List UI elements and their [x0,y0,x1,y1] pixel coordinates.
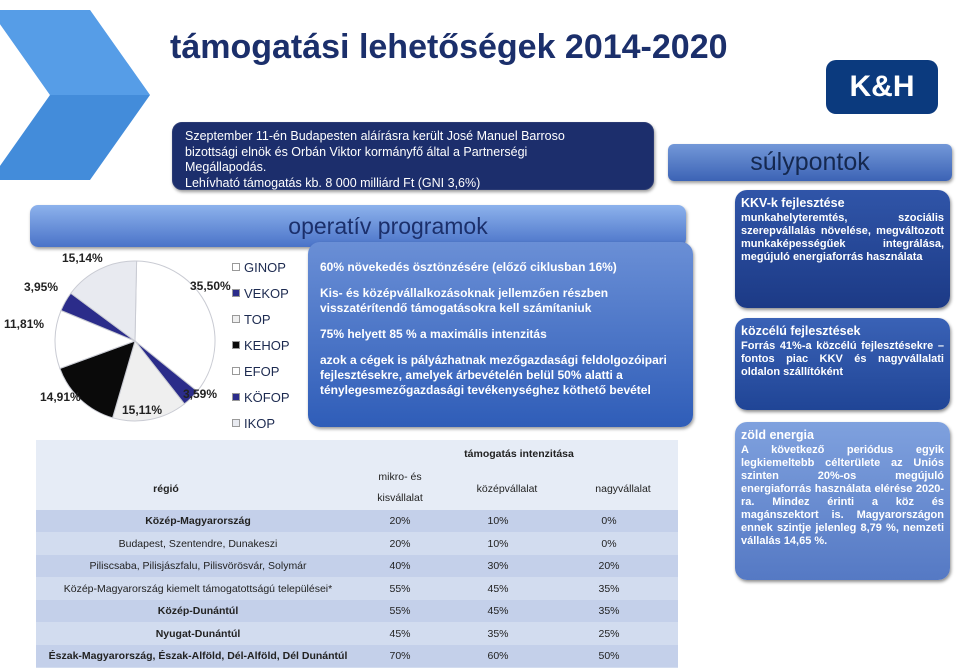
legend-item [232,358,290,384]
arrow-graphic [0,0,170,200]
table-col-medium: középvállalat [476,483,538,495]
table-cell-medium: 10% [487,515,509,527]
table-cell-micro: 70% [389,650,411,662]
legend-label: EFOP [244,363,280,379]
operative-points-box [308,242,693,427]
operative-heading [30,205,686,247]
table-cell-large: 0% [601,537,617,550]
kkv-title: KKV-k fejlesztése [741,196,845,210]
table-row [36,645,678,667]
pie-label-ikop: 15,14% [62,251,103,265]
legend-item [232,280,290,306]
table-row [36,578,678,600]
table-col-micro-1: mikro- és [378,471,422,483]
kozcelu-text: Forrás 41%-a közcélú fejlesztésekre – fontos piac KKV és nagyvállalati oldalon szállítóként [741,340,944,378]
table-cell-micro: 55% [389,582,411,595]
table-cell-micro: 20% [389,537,411,550]
table-cell-region: Közép-Dunántúl [157,605,239,617]
table-cell-region: Budapest, Szentendre, Dunakeszi [118,537,278,550]
table-cell-micro: 40% [389,560,411,572]
table-cell-micro: 20% [389,515,411,527]
intro-line: bizottsági elnök és Orbán Viktor kormányfő által a Partnerségi [185,144,528,159]
table-row [36,623,678,645]
legend-item [232,332,290,358]
operative-point: azok a cégek is pályázhatnak mezőgazdasági feldolgozóipari fejlesztésekre, amelyek árbevételén belül 50% alatti a ténylegesmezőgazdasági tevékenységhez köthető bevétel [320,353,667,397]
kkv-text: munkahelyteremtés, szociális szerepvállalás növelése, megváltozott munkaképességűek integrálása, megújuló energiaforrás használata [741,212,944,263]
table-row [36,510,678,532]
pie-label-ginop: 35,50% [190,279,231,293]
legend-item [232,410,290,436]
table-col-region: régió [153,483,179,495]
table-cell-medium: 60% [487,650,509,662]
table-cell-region: Észak-Magyarország, Észak-Alföld, Dél-Alföld, Dél Dunántúl [48,650,348,662]
kkv-box [735,190,950,308]
table-cell-medium: 45% [487,582,509,595]
legend-label: KEHOP [244,337,290,353]
weights-heading: súlypontok [668,144,952,181]
table-cell-medium: 35% [487,627,509,640]
table-cell-micro: 55% [389,605,411,617]
legend-label: GINOP [244,259,286,275]
pie-label-efop: 11,81% [4,317,45,331]
table-cell-region: Közép-Magyarország kiemelt támogatottságú települései* [63,582,333,595]
table-cell-medium: 45% [487,605,509,617]
page-title: támogatási lehetőségek 2014-2020 [170,28,728,66]
table-cell-region: Nyugat-Dunántúl [155,627,241,640]
legend-label: IKOP [244,415,276,431]
intro-line: Lehívható támogatás kb. 8 000 milliárd Ft (GNI 3,6%) [185,175,481,190]
operative-point: 75% helyett 85 % a maximális intenzitás [320,327,547,341]
table-row [36,533,678,555]
table-cell-micro: 45% [389,627,411,640]
operative-point: Kis- és középvállalkozásoknak jellemzően részben visszatérítendő támogatásokra kell számítaniuk [320,286,609,315]
operative-point: 60% növekedés ösztönzésére (előző ciklusban 16%) [320,260,617,274]
table-col-large: nagyvállalat [595,483,651,495]
kozcelu-box [735,318,950,410]
table-group-header: támogatás intenzitása [464,448,574,460]
pie-legend [232,254,290,436]
table-cell-large: 50% [598,650,620,662]
pie-label-kofop: 3,95% [24,280,59,294]
pie-label-top: 15,11% [122,403,163,417]
table-cell-region: Közép-Magyarország [145,515,251,527]
zold-text: A következő periódus egyik legkiemeltebb célterülete az Uniós szinten 20%-os megújuló energiaforrás használata elérése 2020-ra. Mindez érinti a köz és magánszektort is. Magyarországon ennek szintje jelenleg 8,79 %, nemzeti vállalás 14,65 %. [741,444,944,547]
pie-label-kehop: 14,91% [40,390,81,404]
legend-label: VEKOP [244,285,289,301]
table-cell-large: 35% [598,605,620,617]
table-cell-medium: 30% [487,560,509,572]
table-cell-large: 25% [598,627,620,640]
intro-line: Megállapodás. [185,160,267,174]
intro-box [172,122,654,190]
table-cell-region: Piliscsaba, Pilisjászfalu, Pilisvörösvár, Solymár [89,560,307,572]
legend-item [232,254,290,280]
legend-item [232,384,290,410]
table-row [36,600,678,622]
table-cell-large: 20% [598,560,620,572]
zold-box [735,422,950,580]
table-cell-medium: 10% [487,537,509,550]
operative-heading-text: operatív programok [288,212,488,239]
table-col-micro-2: kisvállalat [377,492,423,504]
legend-label: KÖFOP [244,389,290,405]
zold-title: zöld energia [741,428,814,442]
kozcelu-title: közcélú fejlesztések [741,324,861,338]
table-cell-large: 0% [601,515,617,527]
table-cell-large: 35% [598,582,620,595]
legend-label: TOP [244,311,271,327]
legend-item [232,306,290,332]
pie-label-vekop: 3,59% [183,387,218,401]
intro-line: Szeptember 11-én Budapesten aláírásra került José Manuel Barroso [185,129,565,143]
table-row [36,555,678,577]
kh-logo: K&H [826,60,938,114]
